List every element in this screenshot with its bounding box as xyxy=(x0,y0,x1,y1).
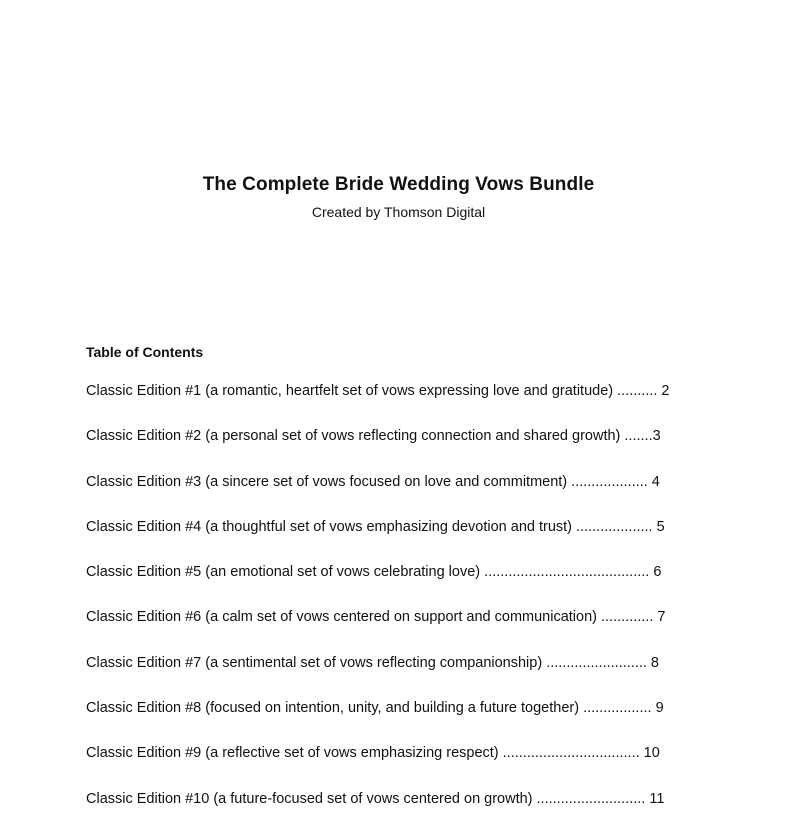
toc-entry-4[interactable]: Classic Edition #4 (a thoughtful set of vows emphasizing devotion and trust) ................... 5 xyxy=(86,518,665,535)
toc-heading: Table of Contents xyxy=(86,344,204,360)
toc-entry-9[interactable]: Classic Edition #9 (a reflective set of vows emphasizing respect) .................................. 10 xyxy=(86,745,660,762)
document-subtitle: Created by Thomson Digital xyxy=(311,204,486,220)
table-of-contents xyxy=(86,382,670,835)
toc-entry-3[interactable]: Classic Edition #3 (a sincere set of vows focused on love and commitment) ................... 4 xyxy=(86,473,660,490)
toc-entry-2[interactable]: Classic Edition #2 (a personal set of vows reflecting connection and shared growth) .......3 xyxy=(86,428,661,445)
toc-entry-7[interactable]: Classic Edition #7 (a sentimental set of vows reflecting companionship) ......................... 8 xyxy=(86,654,659,671)
toc-entry-8[interactable]: Classic Edition #8 (focused on intention, unity, and building a future together) ................. 9 xyxy=(86,700,664,717)
toc-entry-5[interactable]: Classic Edition #5 (an emotional set of vows celebrating love) ......................................... 6 xyxy=(86,564,662,581)
toc-entry-10[interactable]: Classic Edition #10 (a future-focused set of vows centered on growth) ........................... 11 xyxy=(86,790,665,807)
document-title: The Complete Bride Wedding Vows Bundle xyxy=(202,174,595,195)
toc-entry-6[interactable]: Classic Edition #6 (a calm set of vows centered on support and communication) ............. 7 xyxy=(86,609,666,626)
toc-entry-1[interactable]: Classic Edition #1 (a romantic, heartfelt set of vows expressing love and gratitude) .......... 2 xyxy=(86,383,670,399)
